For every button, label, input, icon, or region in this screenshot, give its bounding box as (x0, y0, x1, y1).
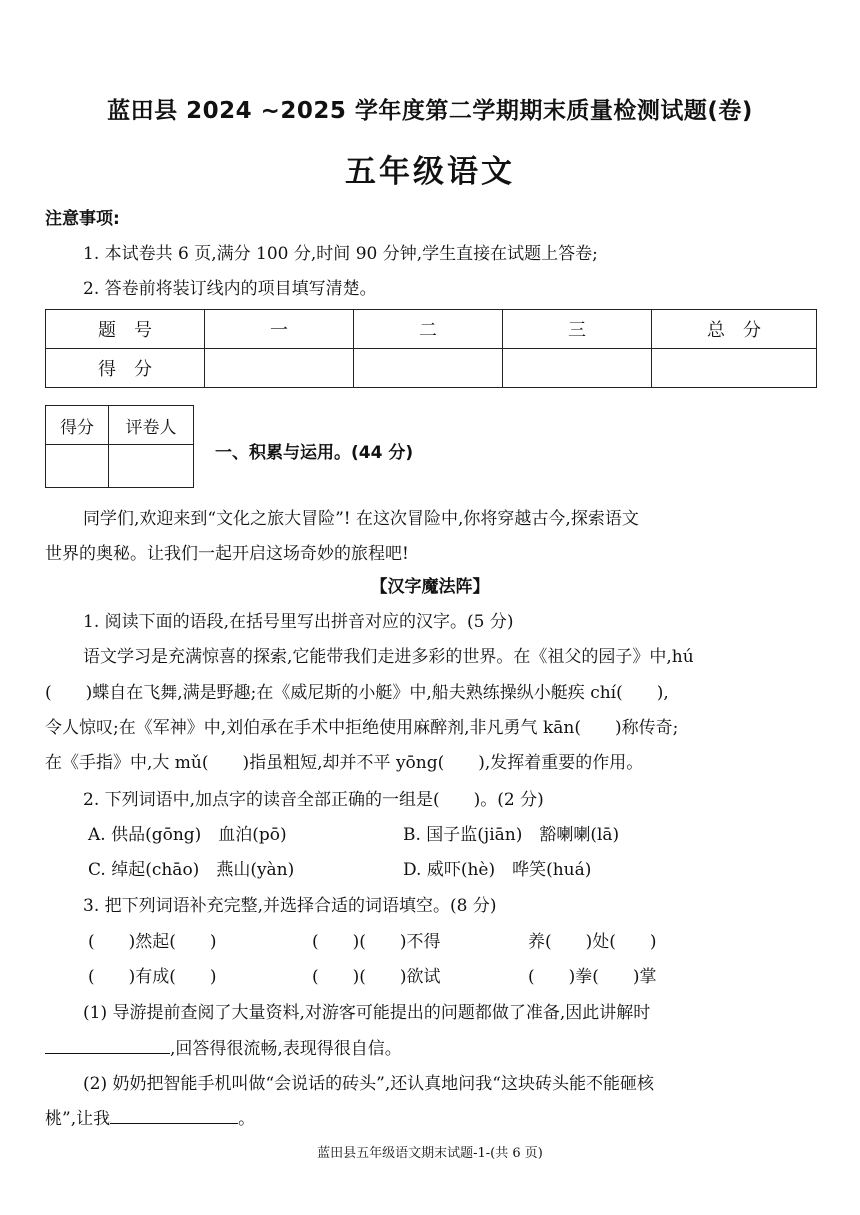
subsection-title: 【汉字魔法阵】 (370, 577, 490, 597)
score-table (45, 309, 817, 388)
q3-p2-line-2-post: 。 (238, 1109, 256, 1129)
score-cell-3[interactable] (503, 349, 652, 388)
score-cell-2[interactable] (354, 349, 503, 388)
score-table-header-2: 二 (354, 310, 503, 349)
q3-word-4: ( )有成( ) (88, 967, 217, 987)
q2-option-c: C. 绰起(chāo) 燕山(yàn) (88, 860, 295, 880)
q3-stem: 3. 把下列词语补充完整,并选择合适的词语填空。(8 分) (83, 896, 497, 916)
q3-p2-line-1: (2) 奶奶把智能手机叫做“会说话的砖头”,还认真地问我“这块砖头能不能砸核 (83, 1074, 654, 1094)
notes-item-2: 2. 答卷前将装订线内的项目填写清楚。 (83, 279, 377, 299)
q2-option-a: A. 供品(gōng) 血泊(pō) (88, 825, 287, 845)
grader-score-cell[interactable] (46, 445, 109, 488)
grader-score-label: 得分 (46, 406, 109, 445)
exam-subtitle: 五年级语文 (345, 154, 515, 190)
q3-p2-line-2 (45, 1104, 255, 1129)
score-table-header-1: 一 (205, 310, 354, 349)
q3-blank-1[interactable] (45, 1035, 170, 1054)
grader-name-label: 评卷人 (109, 406, 194, 445)
q3-p1-line-2 (45, 1034, 402, 1059)
score-cell-total[interactable] (652, 349, 817, 388)
notes-heading: 注意事项: (45, 209, 120, 229)
page-footer: 蓝田县五年级语文期末试题-1-(共 6 页) (317, 1146, 543, 1161)
q3-word-3: 养( )处( ) (528, 932, 657, 952)
q1-line-4: 在《手指》中,大 mǔ( )指虽粗短,却并不平 yōng( ),发挥着重要的作用。 (45, 753, 644, 773)
q3-p1-line-1: (1) 导游提前查阅了大量资料,对游客可能提出的问题都做了准备,因此讲解时 (83, 1003, 651, 1023)
score-table-row-label: 得 分 (46, 349, 205, 388)
q1-stem: 1. 阅读下面的语段,在括号里写出拼音对应的汉字。(5 分) (83, 612, 514, 632)
section1-heading: 一、积累与运用。(44 分) (215, 443, 414, 463)
intro-line-2: 世界的奥秘。让我们一起开启这场奇妙的旅程吧! (45, 544, 409, 564)
q3-blank-2[interactable] (110, 1105, 238, 1124)
q3-word-1: ( )然起( ) (88, 932, 217, 952)
q2-option-b: B. 国子监(jiān) 豁喇喇(lā) (403, 825, 620, 845)
score-table-header-3: 三 (503, 310, 652, 349)
grader-name-cell[interactable] (109, 445, 194, 488)
q1-line-2: ( )蝶自在飞舞,满是野趣;在《威尼斯的小艇》中,船夫熟练操纵小艇疾 chí( ), (45, 683, 669, 703)
q2-option-d: D. 威吓(hè) 哗笑(huá) (403, 860, 592, 880)
q3-p1-line-2-text: ,回答得很流畅,表现得很自信。 (170, 1039, 402, 1059)
score-cell-1[interactable] (205, 349, 354, 388)
notes-item-1: 1. 本试卷共 6 页,满分 100 分,时间 90 分钟,学生直接在试题上答卷; (83, 244, 598, 264)
q3-p2-line-2-pre: 桃”,让我 (45, 1109, 111, 1129)
q1-line-1: 语文学习是充满惊喜的探索,它能带我们走进多彩的世界。在《祖父的园子》中,hú (83, 647, 694, 667)
exam-title: 蓝田县 2024 ~2025 学年度第二学期期末质量检测试题(卷) (107, 98, 753, 124)
q3-word-6: ( )拳( )掌 (528, 967, 657, 987)
q1-line-3: 令人惊叹;在《军神》中,刘伯承在手术中拒绝使用麻醉剂,非凡勇气 kān( )称传奇; (45, 718, 679, 738)
score-table-header-total: 总 分 (652, 310, 817, 349)
grader-box (45, 405, 194, 488)
q2-stem: 2. 下列词语中,加点字的读音全部正确的一组是( )。(2 分) (83, 790, 544, 810)
intro-line-1: 同学们,欢迎来到“文化之旅大冒险”! 在这次冒险中,你将穿越古今,探索语文 (83, 509, 639, 529)
q3-word-2: ( )( )不得 (312, 932, 441, 952)
q3-word-5: ( )( )欲试 (312, 967, 441, 987)
score-table-header-label: 题 号 (46, 310, 205, 349)
